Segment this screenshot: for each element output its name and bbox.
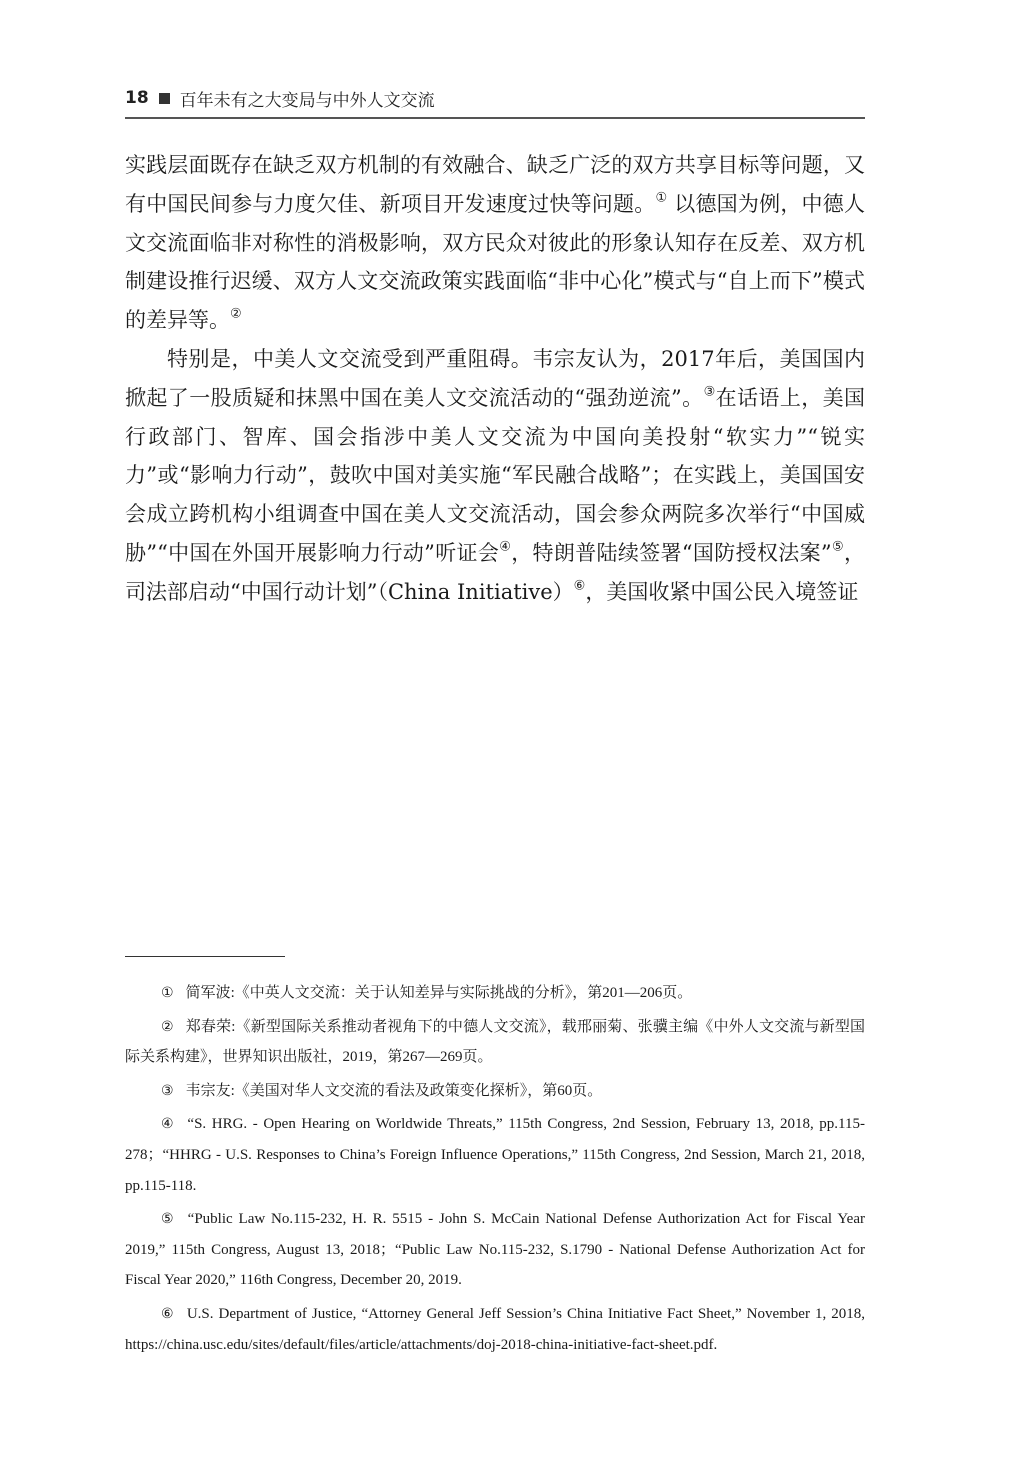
square-bullet-icon [159, 93, 170, 104]
footnote-5 [125, 1204, 865, 1296]
footnote-3-text: 韦宗友:《美国对华人文交流的看法及政策变化探析》，第60页。 [185, 1082, 603, 1099]
footnote-4-mark: ④ [161, 1116, 176, 1133]
footnote-2-mark: ② [161, 1018, 174, 1035]
page-number: 18 [125, 88, 149, 108]
footnotes [125, 978, 865, 1363]
footnote-1-text: 简军波:《中英人文交流：关于认知差异与实际挑战的分析》，第201—206页。 [185, 985, 693, 1001]
footnote-ref-5[interactable]: ⑤ [831, 539, 844, 555]
footnote-6 [125, 1299, 865, 1360]
paragraph-2-text-e: ，美国收紧中国公民入境签证 [585, 579, 859, 604]
footnote-2-text: 郑春荣:《新型国际关系推动者视角下的中德人文交流》，载邢丽菊、张骥主编《中外人文交流与新型国际关系构建》，世界知识出版社，2019，第267—269页。 [125, 1018, 865, 1066]
paragraph-1-text-b: 以德国为例，中德人文交流面临非对称性的消极影响，双方民众对彼此的形象认知存在反差、双方机制建设推行迟缓、双方人文交流政策实践面临“非中心化”模式与“自上而下”模式的差异等。 [125, 191, 865, 333]
paragraph-2-text-c: ，特朗普陆续签署“国防授权法案” [511, 540, 832, 565]
footnote-ref-1[interactable]: ① [655, 190, 668, 206]
footnote-3-mark: ③ [161, 1082, 174, 1099]
footnote-2 [125, 1012, 865, 1073]
footnote-6-text: U.S. Department of Justice, “Attorney General Jeff Session’s China Initiative Fact Sheet,” November 1, 2018, https://china.usc.edu/sites/default/files/article/attachments/doj-2018-china-initiative-fact-sheet.pdf. [125, 1305, 865, 1353]
paragraph-1 [125, 146, 865, 340]
footnote-1-mark: ① [161, 985, 174, 1001]
paragraph-2-text-a: 特别是，中美人文交流受到严重阻碍。韦宗友认为，2017年后，美国国内掀起了一股质疑和抹黑中国在美人文交流活动的“强劲逆流”。 [125, 346, 865, 410]
footnote-ref-2[interactable]: ② [230, 306, 242, 322]
footnote-6-mark: ⑥ [161, 1305, 175, 1322]
footnote-ref-3[interactable]: ③ [703, 384, 716, 400]
footnote-ref-4[interactable]: ④ [499, 539, 512, 555]
footnote-5-text: “Public Law No.115-232, H. R. 5515 - John S. McCain National Defense Authorization Act for Fiscal Year 2019,” 115th Congress, August 13, 2018；“Public Law No.115-232, S.1790 - National Defense Authorization Act for Fiscal Year 2020,” 116th Congress, December 20, 2019. [125, 1211, 865, 1289]
footnote-3 [125, 1076, 865, 1107]
running-header [125, 84, 865, 112]
footnote-4-text: “S. HRG. - Open Hearing on Worldwide Threats,” 115th Congress, 2nd Session, February 13, 2018, pp.115-278；“HHRG - U.S. Responses to China’s Foreign Influence Operations,” 115th Congress, 2nd Session, March 21, 2018, pp.115-118. [125, 1116, 865, 1194]
footnote-4 [125, 1109, 865, 1201]
paragraph-1-text-a: 实践层面既存在缺乏双方机制的有效融合、缺乏广泛的双方共享目标等问题，又有中国民间参与力度欠佳、新项目开发速度过快等问题。 [125, 153, 865, 216]
paragraph-2 [125, 340, 865, 612]
header-rule [125, 117, 865, 119]
paragraph-2-text-d: ，司法部启动“中国行动计划”（China Initiative） [125, 540, 865, 604]
main-text [125, 146, 865, 612]
footnote-separator [125, 956, 285, 957]
footnote-5-mark: ⑤ [161, 1211, 176, 1228]
footnote-1 [125, 978, 865, 1009]
footnote-ref-6[interactable]: ⑥ [573, 578, 586, 594]
book-title: 百年未有之大变局与中外人文交流 [179, 90, 435, 111]
paragraph-2-text-b: 在话语上，美国行政部门、智库、国会指涉中美人文交流为中国向美投射“软实力”“锐实力”或“影响力行动”，鼓吹中国对美实施“军民融合战略”；在实践上，美国国安会成立跨机构小组调查中国在美人文交流活动，国会参众两院多次举行“中国威胁”“中国在外国开展影响力行动”听证会 [125, 385, 866, 565]
